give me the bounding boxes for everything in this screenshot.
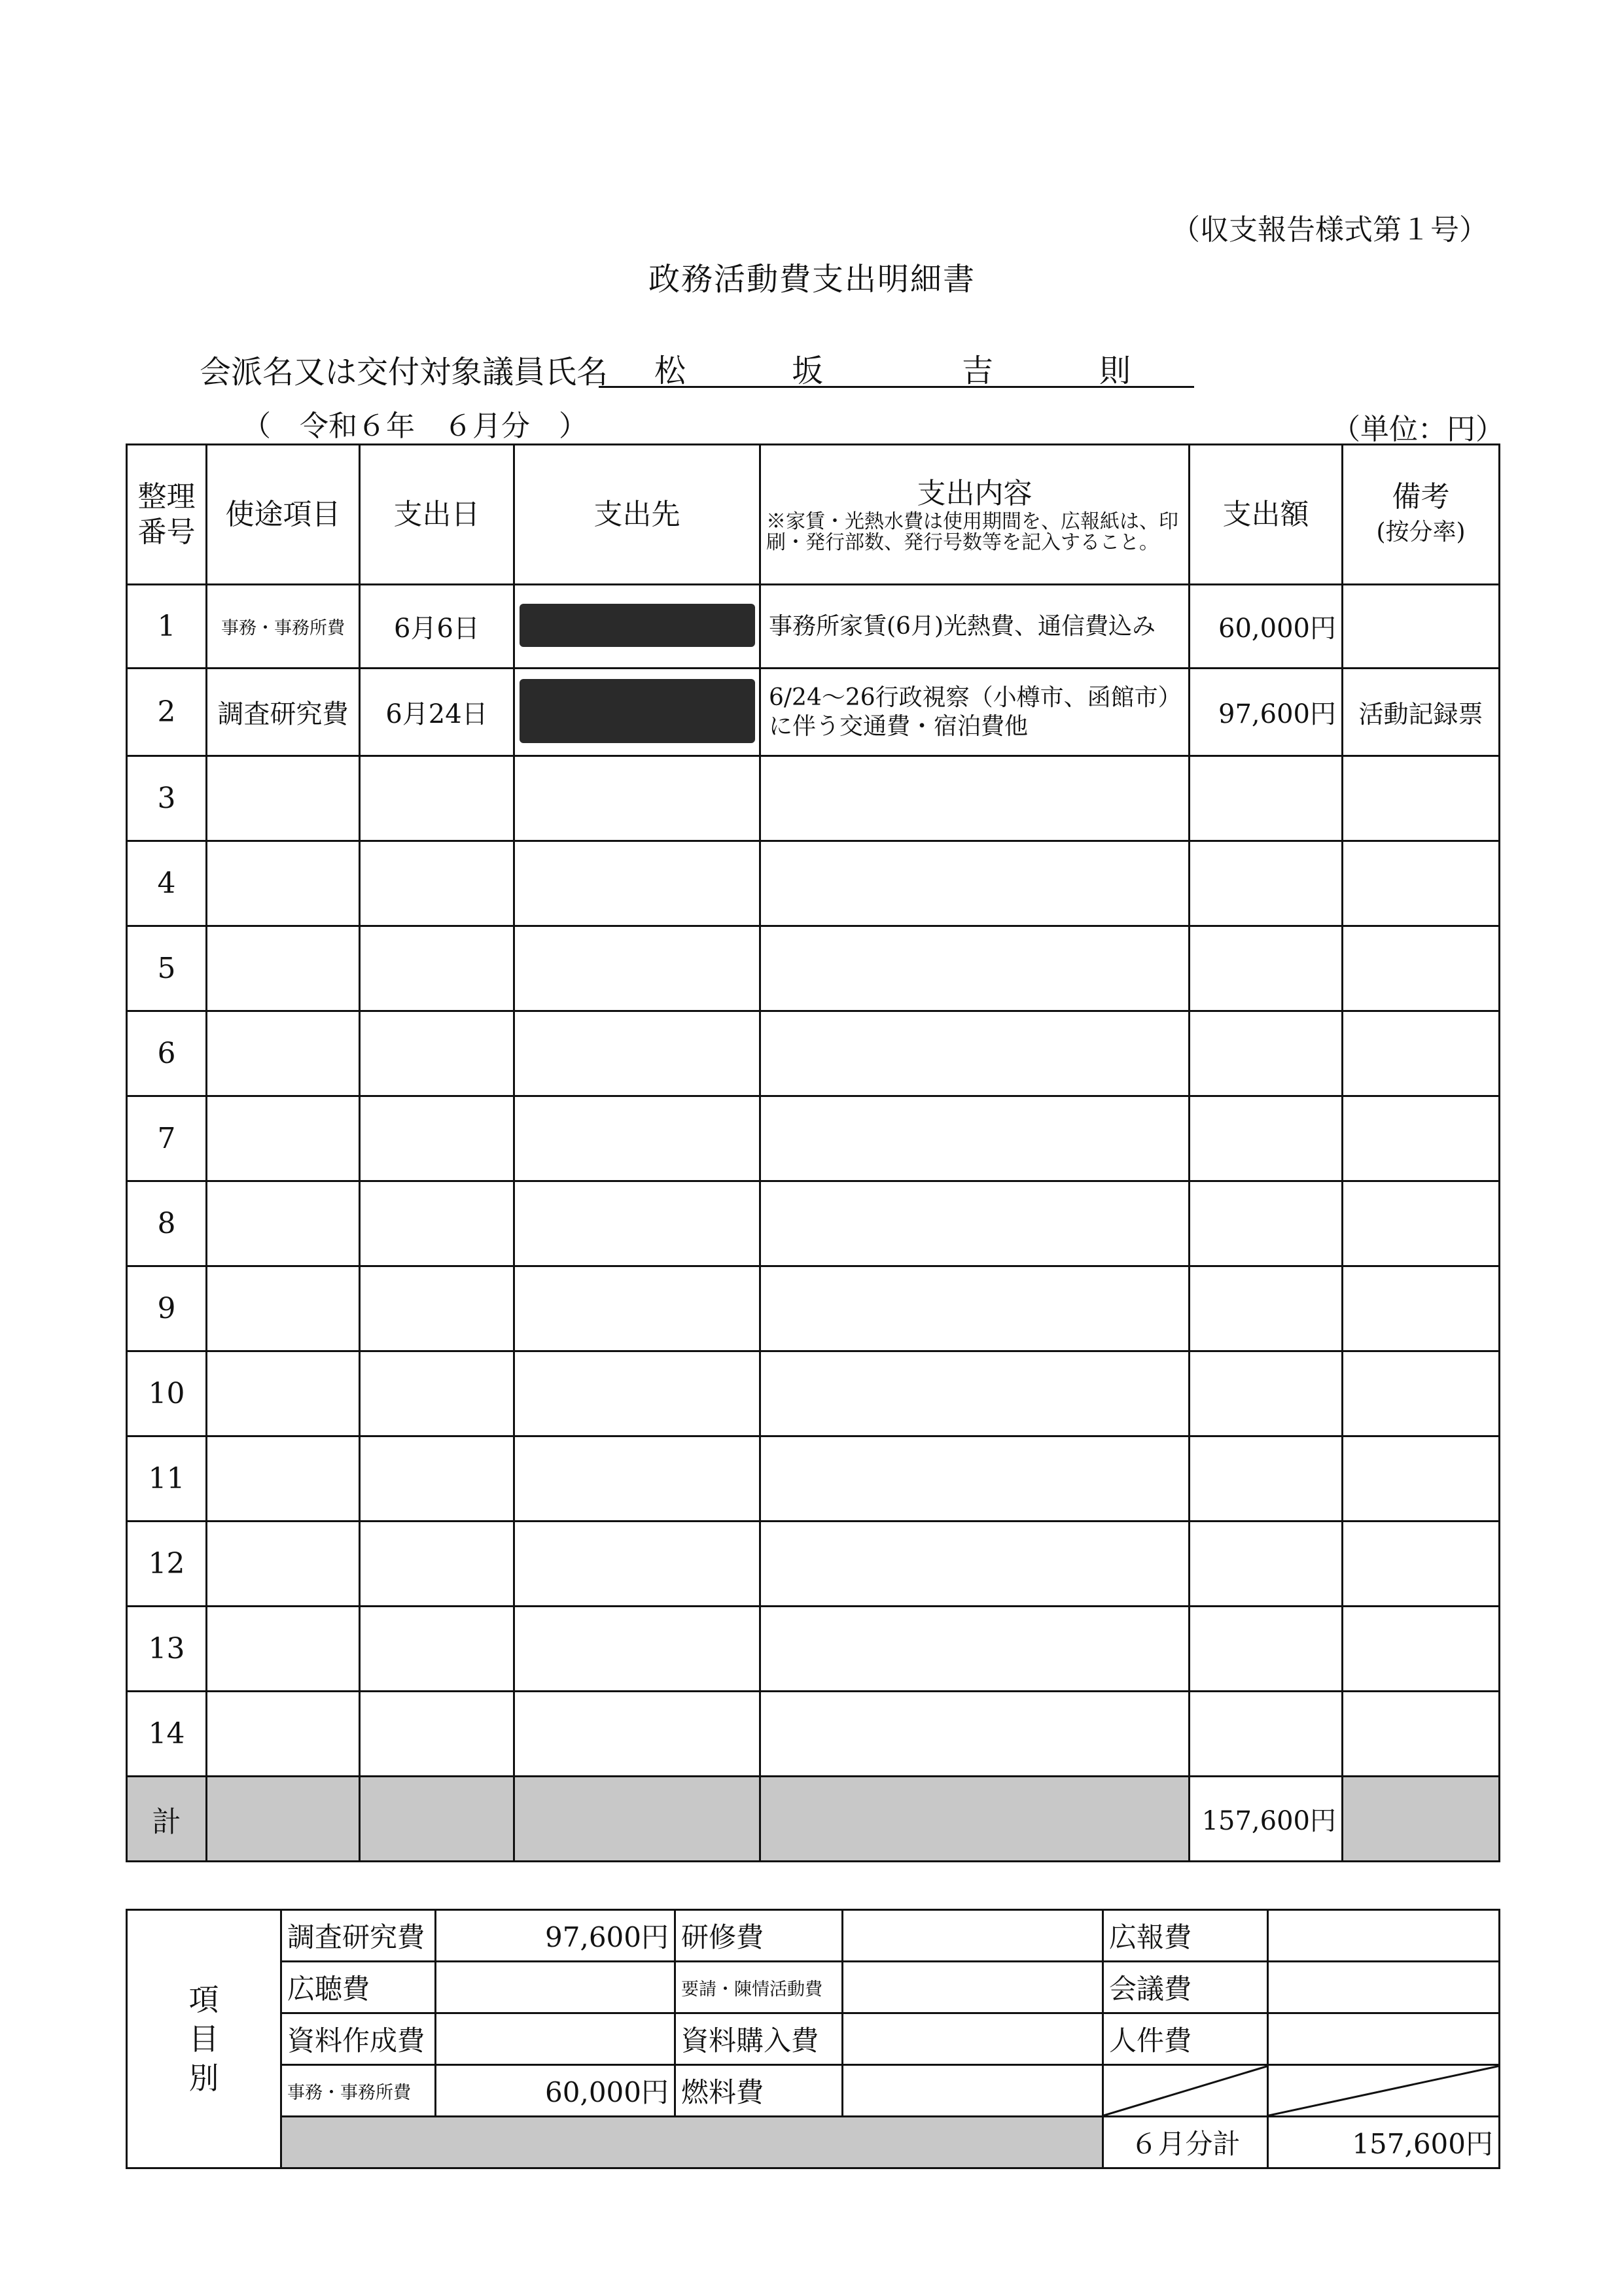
summary-materials-buy-label: 資料購入費 [675, 2013, 843, 2065]
header-payee: 支出先 [514, 445, 760, 585]
row-no: 2 [127, 669, 207, 756]
row-category: 事務・事務所費 [207, 585, 360, 669]
row-date: 6月6日 [360, 585, 514, 669]
row-category: 調査研究費 [207, 669, 360, 756]
table-row [127, 1266, 1500, 1351]
table-row [127, 841, 1500, 926]
period-label: （ 令和６年 ６月分 ） [242, 409, 588, 443]
diagonal-cell [1268, 2065, 1500, 2117]
row-amount: 97,600円 [1190, 669, 1343, 756]
summary-personnel-label: 人件費 [1103, 2013, 1268, 2065]
header-content-note: ※家賃・光熱水費は使用期間を、広報紙は、印刷・発行部数、発行号数等を記入すること。 [766, 510, 1178, 554]
redaction-block [520, 604, 755, 647]
table-row [127, 669, 1500, 756]
summary-label: 項 目 別 [127, 1910, 281, 2168]
row-amount: 60,000円 [1190, 585, 1343, 669]
summary-research-amount: 97,600円 [436, 1910, 675, 1962]
row-no: 6 [127, 1011, 207, 1096]
summary-petition-label: 要請・陳情活動費 [675, 1962, 843, 2013]
table-row [127, 1351, 1500, 1436]
summary-pr-label: 広報費 [1103, 1910, 1268, 1962]
header-amount: 支出額 [1190, 445, 1343, 585]
header-no: 整理 番号 [127, 445, 207, 585]
header-content [760, 445, 1190, 585]
table-row [127, 1181, 1500, 1266]
form-number: （収支報告様式第１号） [1171, 213, 1488, 247]
row-no: 1 [127, 585, 207, 669]
redaction-block [520, 679, 755, 743]
header-remarks [1343, 445, 1500, 585]
row-no: 14 [127, 1692, 207, 1777]
table-row [127, 1011, 1500, 1096]
member-name-char-2: 坂 [792, 353, 824, 389]
member-name-char-4: 則 [1099, 353, 1131, 389]
table-row [127, 585, 1500, 669]
row-no: 10 [127, 1351, 207, 1436]
summary-office-amount: 60,000円 [436, 2065, 675, 2117]
row-payee [514, 669, 760, 756]
summary-office-label: 事務・事務所費 [281, 2065, 436, 2117]
month-total-label: ６月分計 [1103, 2117, 1268, 2168]
header-content-title: 支出内容 [917, 476, 1033, 510]
row-no: 8 [127, 1181, 207, 1266]
row-no: 4 [127, 841, 207, 926]
header-category: 使途項目 [207, 445, 360, 585]
summary-fuel-label: 燃料費 [675, 2065, 843, 2117]
summary-table [126, 1909, 1500, 2169]
summary-training-label: 研修費 [675, 1910, 843, 1962]
summary-gray-band [281, 2117, 1103, 2168]
summary-meeting-label: 会議費 [1103, 1962, 1268, 2013]
summary-research-label: 調査研究費 [281, 1910, 436, 1962]
row-no: 7 [127, 1096, 207, 1181]
header-date: 支出日 [360, 445, 514, 585]
expense-table [126, 444, 1500, 1862]
summary-hearing-label: 広聴費 [281, 1962, 436, 2013]
row-content: 事務所家賃(6月)光熱費、通信費込み [760, 585, 1190, 669]
row-no: 5 [127, 926, 207, 1011]
row-no: 9 [127, 1266, 207, 1351]
row-no: 13 [127, 1607, 207, 1692]
member-label: 会派名又は交付対象議員氏名 [200, 354, 609, 391]
row-remarks: 活動記録票 [1343, 669, 1500, 756]
total-label: 計 [127, 1777, 207, 1862]
total-amount: 157,600円 [1190, 1777, 1343, 1862]
total-row [127, 1777, 1500, 1862]
member-name-char-1: 松 [654, 353, 686, 389]
month-total-amount: 157,600円 [1268, 2117, 1500, 2168]
row-no: 3 [127, 756, 207, 841]
member-name-char-3: 吉 [962, 353, 994, 389]
table-row [127, 1436, 1500, 1522]
diagonal-cell [1103, 2065, 1268, 2117]
page-title: 政務活動費支出明細書 [648, 261, 976, 298]
row-content: 6/24～26行政視察（小樽市、函館市）に伴う交通費・宿泊費他 [760, 669, 1190, 756]
table-row [127, 1607, 1500, 1692]
table-row [127, 756, 1500, 841]
summary-materials-make-label: 資料作成費 [281, 2013, 436, 2065]
table-row [127, 1096, 1500, 1181]
header-remarks-title: 備考 [1392, 479, 1450, 513]
row-no: 11 [127, 1436, 207, 1522]
row-date: 6月24日 [360, 669, 514, 756]
table-header-row [127, 445, 1500, 585]
table-row [127, 1692, 1500, 1777]
table-row [127, 926, 1500, 1011]
unit-label: （単位：円） [1332, 413, 1504, 446]
header-remarks-sub: (按分率) [1376, 518, 1466, 546]
table-row [127, 1522, 1500, 1607]
row-payee [514, 585, 760, 669]
row-no: 12 [127, 1522, 207, 1607]
row-remarks [1343, 585, 1500, 669]
